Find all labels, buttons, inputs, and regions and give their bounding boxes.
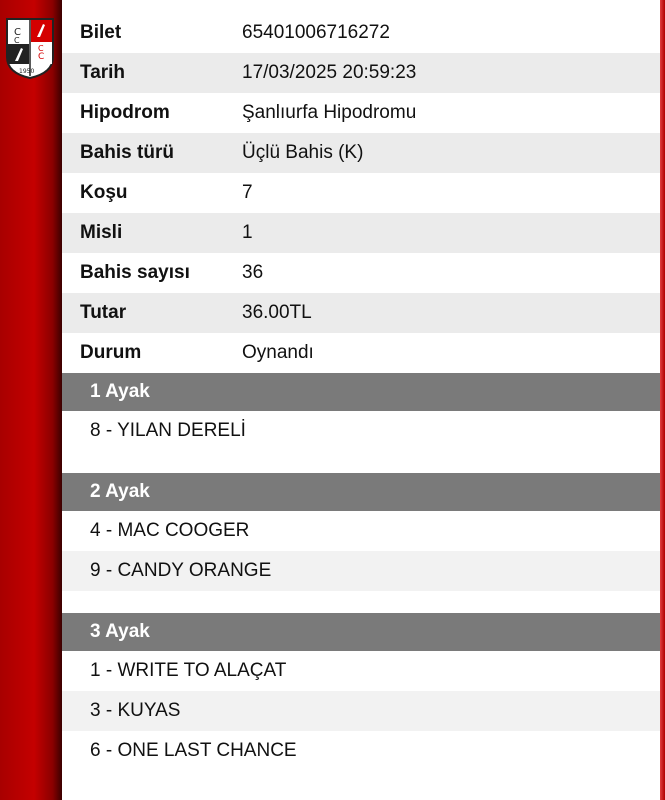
leg-horse: 9 - CANDY ORANGE bbox=[62, 551, 660, 591]
leg-horse: 8 - YILAN DERELİ bbox=[90, 420, 246, 441]
field-label: Koşu bbox=[80, 182, 128, 203]
sidebar bbox=[0, 0, 62, 800]
leg-horse: 1 - WRITE TO ALAÇAT bbox=[90, 660, 287, 681]
field-value: Üçlü Bahis (K) bbox=[242, 142, 364, 163]
leg-spacer bbox=[62, 451, 660, 473]
field-value: Şanlıurfa Hipodromu bbox=[242, 102, 417, 123]
field-label: Bahis sayısı bbox=[80, 262, 190, 283]
field-value: 17/03/2025 20:59:23 bbox=[242, 62, 417, 83]
field-value: 36 bbox=[242, 262, 264, 283]
leg-header-1: 1 Ayak bbox=[62, 373, 660, 411]
ticket-content bbox=[62, 13, 660, 771]
field-value: Oynandı bbox=[242, 342, 314, 363]
field-row-amount bbox=[62, 293, 660, 333]
field-label: Bahis türü bbox=[80, 142, 174, 163]
leg-horse: 4 - MAC COOGER bbox=[90, 520, 250, 541]
field-label: Misli bbox=[80, 222, 123, 243]
field-value: 1 bbox=[242, 222, 253, 243]
svg-text:C: C bbox=[14, 36, 20, 45]
field-label: Tarih bbox=[80, 62, 126, 83]
field-value: 65401006716272 bbox=[242, 22, 390, 43]
field-row-status bbox=[62, 333, 660, 373]
svg-text:C: C bbox=[38, 52, 45, 62]
field-value: 36.00TL bbox=[242, 302, 312, 323]
field-row-multiplier bbox=[62, 213, 660, 253]
field-row-hippodrome bbox=[62, 93, 660, 133]
field-row-ticket bbox=[62, 13, 660, 53]
field-row-race bbox=[62, 173, 660, 213]
field-value: 7 bbox=[242, 182, 253, 203]
field-row-bet-count bbox=[62, 253, 660, 293]
field-label: Tutar bbox=[80, 302, 127, 323]
leg-header-2: 2 Ayak bbox=[62, 473, 660, 511]
leg-horse: 3 - KUYAS bbox=[62, 691, 660, 731]
leg-header-3: 3 Ayak bbox=[62, 613, 660, 651]
field-label: Bilet bbox=[80, 22, 122, 43]
field-row-date bbox=[62, 53, 660, 93]
leg-horse: 6 - ONE LAST CHANCE bbox=[90, 740, 297, 761]
right-edge bbox=[660, 0, 665, 800]
leg-spacer bbox=[62, 591, 660, 613]
field-label: Hipodrom bbox=[80, 102, 170, 123]
svg-text:C: C bbox=[14, 27, 21, 38]
club-crest-icon bbox=[5, 17, 55, 79]
field-row-bet-type bbox=[62, 133, 660, 173]
field-label: Durum bbox=[80, 342, 142, 363]
svg-text:C: C bbox=[38, 44, 44, 53]
svg-text:1950: 1950 bbox=[19, 68, 35, 75]
